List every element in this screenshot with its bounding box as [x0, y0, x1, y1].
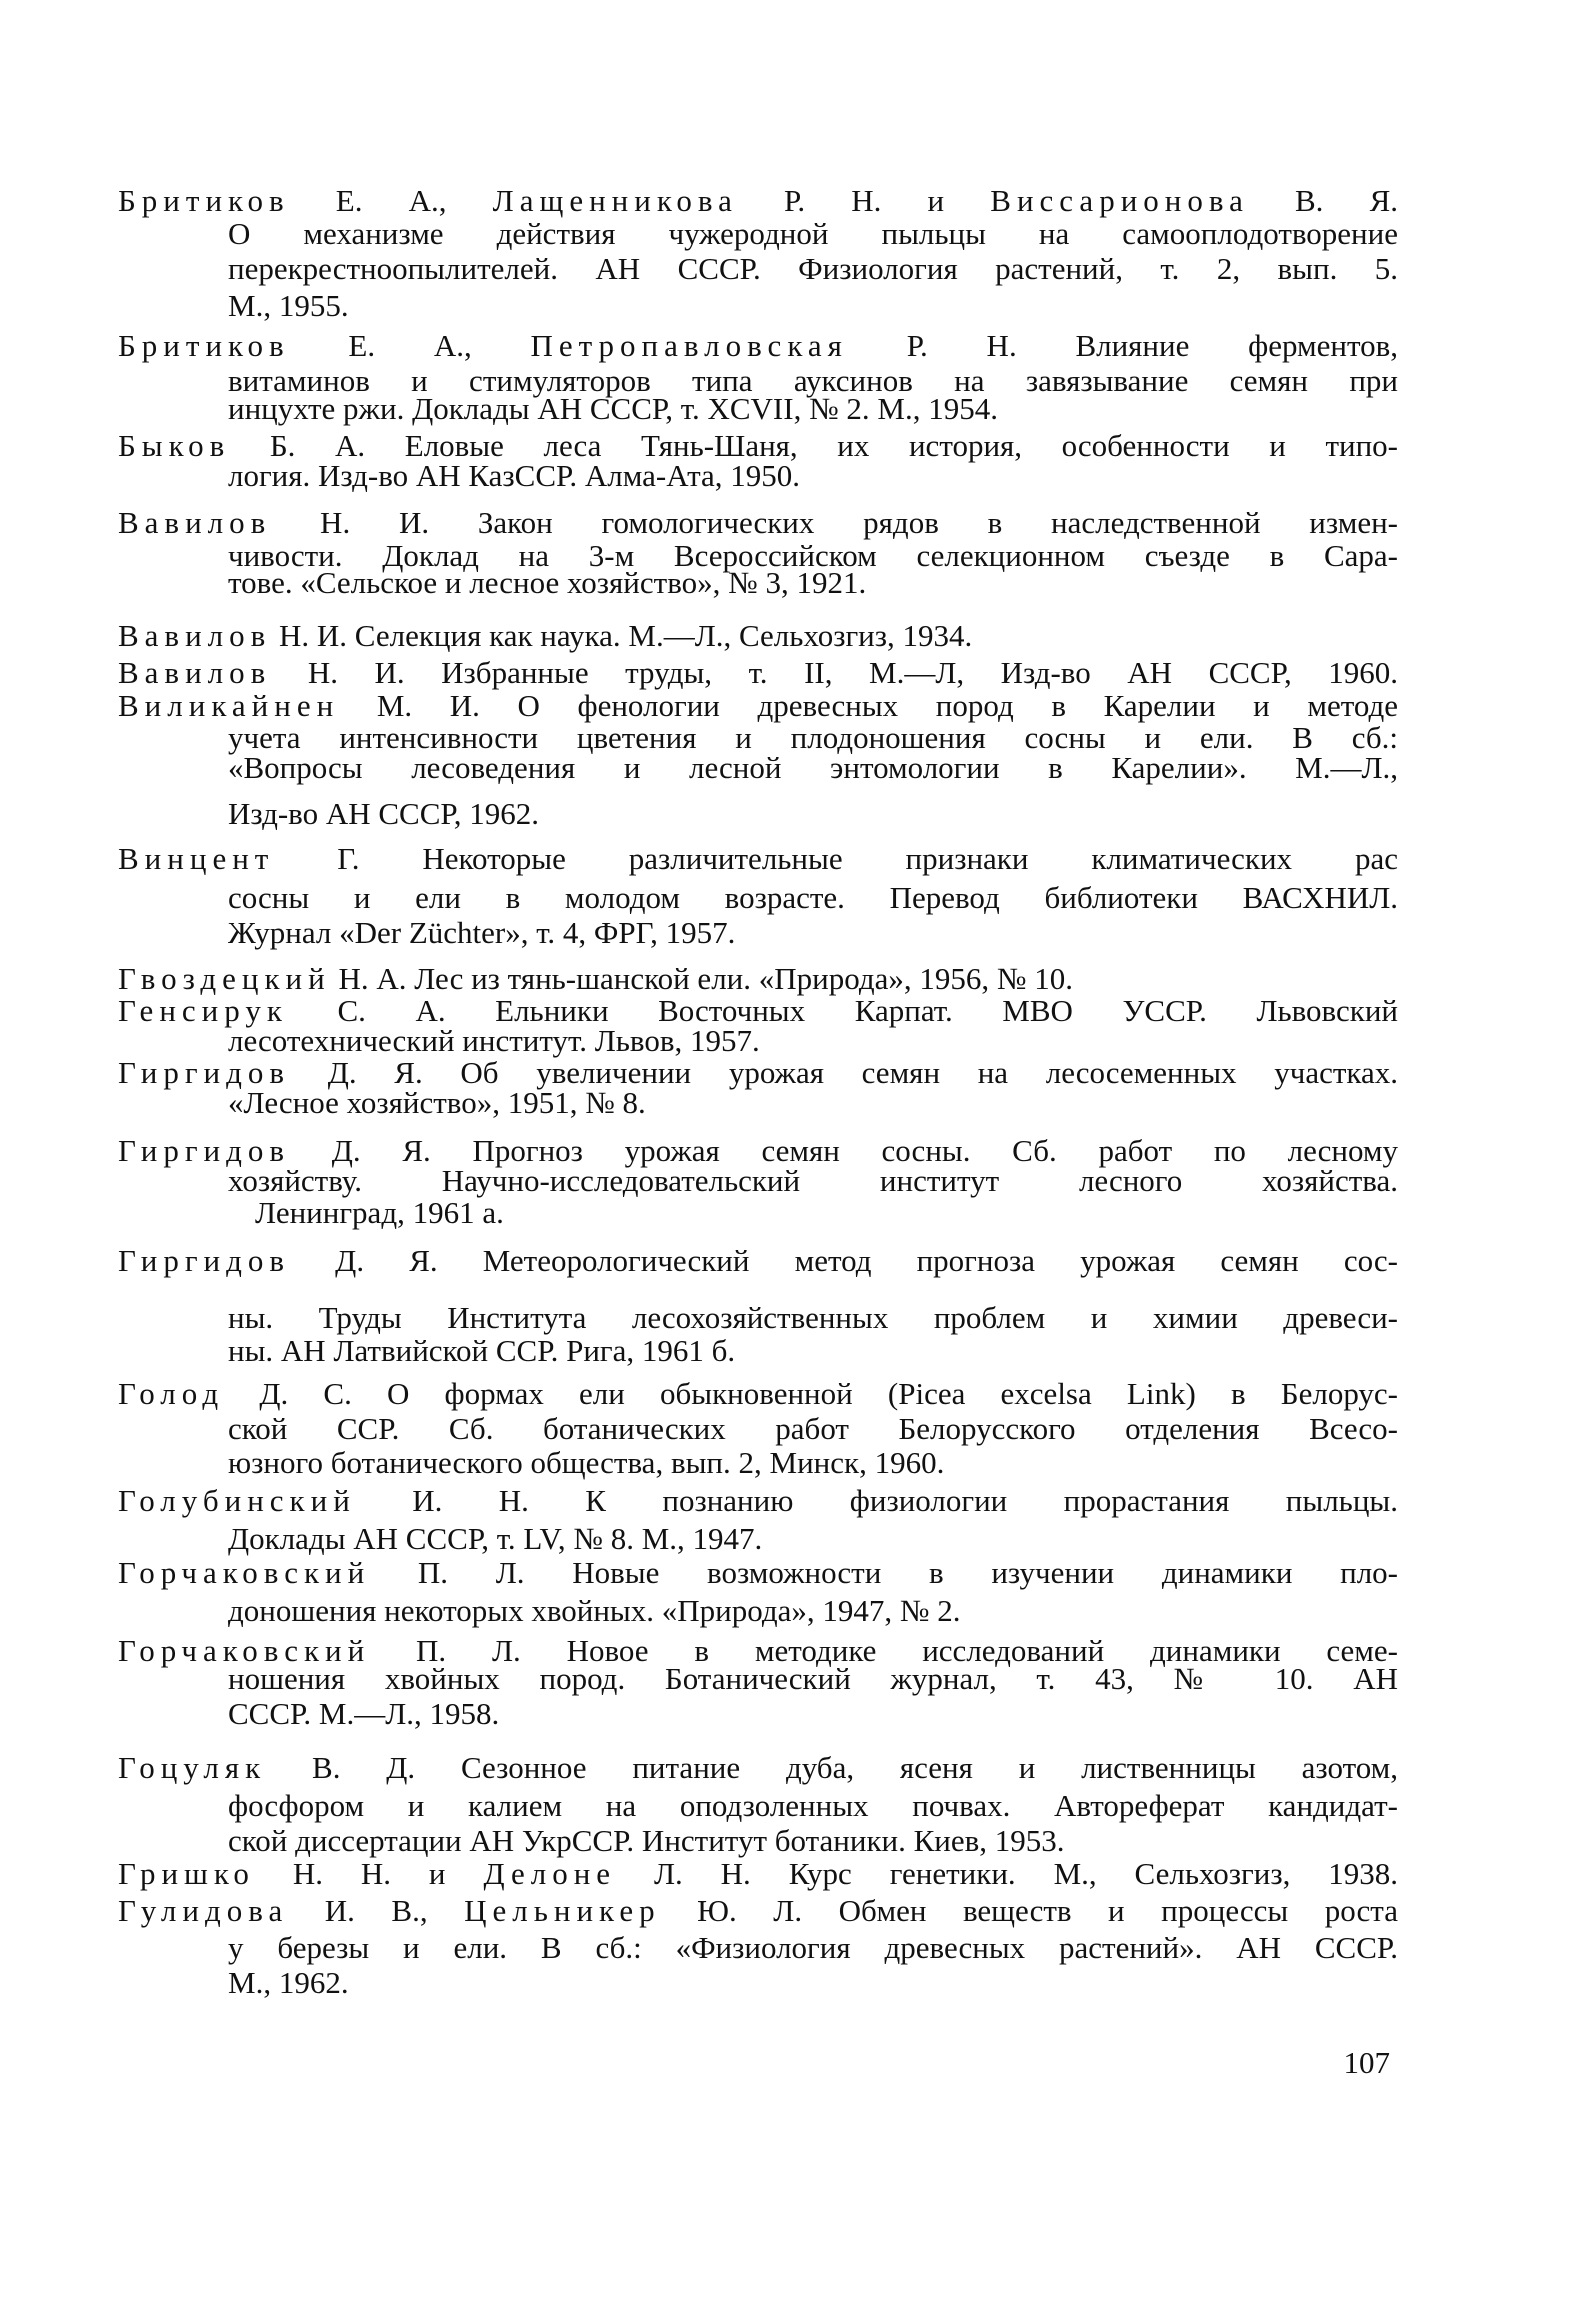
citation-text: СССР. М.—Л., 1958. — [228, 1696, 500, 1731]
entry-continuation-line — [228, 1594, 1398, 1628]
citation-text: Н. И. Закон гомологических рядов в наследственной измен- — [271, 506, 1398, 540]
entry-first-line — [118, 1134, 1398, 1168]
entry-first-line — [118, 689, 1398, 723]
author-name: Гиргидов — [118, 1244, 291, 1278]
citation-text: ской диссертации АН УкрССР. Институт ботаники. Киев, 1953. — [228, 1823, 1065, 1858]
citation-text: сосны и ели в молодом возрасте. Перевод библиотеки ВАСХНИЛ. — [228, 881, 1398, 915]
citation-text: учета интенсивности цветения и плодоношения сосны и ели. В сб.: — [228, 721, 1398, 755]
entry-first-line — [118, 1244, 1398, 1278]
entry-continuation-line — [228, 721, 1398, 755]
citation-text: хозяйству. Научно-исследовательский институт лесного хозяйства. — [228, 1164, 1398, 1198]
entry-continuation-line — [228, 392, 1398, 426]
entry-continuation-line — [228, 217, 1398, 251]
citation-text: Н. И. Селекция как наука. М.—Л., Сельхозгиз, 1934. — [271, 618, 973, 653]
entry-continuation-line — [228, 797, 1398, 831]
author-name: Лащенникова — [492, 184, 738, 218]
citation-text: Р. Н. и — [737, 184, 991, 218]
entry-first-line — [118, 1857, 1398, 1891]
entry-continuation-line — [228, 566, 1398, 600]
citation-text: Д. Я. Прогноз урожая семян сосны. Сб. работ по лесному — [290, 1134, 1398, 1168]
entry-continuation-line — [228, 1024, 1398, 1058]
citation-text: лесотехнический институт. Львов, 1957. — [228, 1023, 760, 1058]
entry-first-line — [118, 619, 1398, 653]
citation-text: М., 1962. — [228, 1965, 349, 2000]
citation-text: «Лесное хозяйство», 1951, № 8. — [228, 1085, 646, 1120]
citation-text: Г. Некоторые различительные признаки климатических рас — [274, 842, 1398, 876]
entry-continuation-line — [228, 459, 1398, 493]
citation-text: ны. Труды Института лесохозяйственных проблем и химии древеси- — [228, 1301, 1398, 1335]
citation-text: В. Д. Сезонное питание дуба, ясеня и лиственницы азотом, — [266, 1751, 1398, 1785]
entry-continuation-line — [228, 1931, 1398, 1965]
entry-continuation-line — [228, 1522, 1398, 1556]
citation-text: ношения хвойных пород. Ботанический журнал, т. 43, № 10. АН — [228, 1662, 1398, 1696]
citation-text: Р. Н. Влияние ферментов, — [847, 329, 1398, 363]
entry-first-line — [118, 962, 1398, 996]
entry-continuation-line — [228, 252, 1398, 286]
entry-continuation-line — [228, 1164, 1398, 1198]
citation-text: Н. Н. и — [254, 1857, 484, 1891]
citation-text: И. В., — [288, 1894, 465, 1928]
author-name: Гиргидов — [118, 1056, 291, 1090]
entry-continuation-line — [228, 1824, 1398, 1858]
citation-text: Е. А., — [289, 329, 531, 363]
citation-text: ской ССР. Сб. ботанических работ Белорусского отделения Всесо- — [228, 1412, 1398, 1446]
citation-text: юзного ботанического общества, вып. 2, Минск, 1960. — [228, 1445, 945, 1480]
citation-text: Н. И. Избранные труды, т. II, М.—Л, Изд-во АН СССР, 1960. — [271, 656, 1398, 690]
author-name: Вавилов — [118, 656, 272, 690]
citation-text: Б. А. Еловые леса Тянь-Шаня, их история, особенности и типо- — [230, 429, 1398, 463]
citation-text: Е. А., — [289, 184, 493, 218]
author-name: Делоне — [483, 1857, 617, 1891]
entry-continuation-line — [228, 1789, 1398, 1823]
citation-text: доношения некоторых хвойных. «Природа», 1947, № 2. — [228, 1593, 961, 1628]
author-name: Вавилов — [118, 618, 272, 653]
author-name: Гвоздецкий — [118, 961, 331, 996]
author-name: Голубинский — [118, 1484, 356, 1518]
entry-continuation-line — [228, 881, 1398, 915]
author-name: Вавилов — [118, 506, 272, 540]
entry-continuation-line — [228, 1334, 1398, 1368]
citation-text: тове. «Сельское и лесное хозяйство», № 3, 1921. — [228, 565, 867, 600]
citation-text: С. А. Ельники Восточных Карпат. МВО УССР. Львовский — [287, 994, 1398, 1028]
citation-text: Д. Я. Об увеличении урожая семян на лесосеменных участках. — [290, 1056, 1398, 1090]
citation-text: инцухте ржи. Доклады АН СССР, т. XCVII, № 2. М., 1954. — [228, 391, 998, 426]
entry-first-line — [118, 656, 1398, 690]
author-name: Виликайнен — [118, 689, 340, 723]
entry-continuation-line — [228, 1412, 1398, 1446]
entry-continuation-line — [255, 1196, 1398, 1230]
author-name: Виссарионова — [990, 184, 1249, 218]
entry-first-line — [118, 1894, 1398, 1928]
citation-text: И. Н. К познанию физиологии прорастания пыльцы. — [355, 1484, 1398, 1518]
entry-first-line — [118, 1751, 1398, 1785]
citation-text: М., 1955. — [228, 288, 349, 323]
entry-continuation-line — [228, 1086, 1398, 1120]
citation-text: Журнал «Der Züchter», т. 4, ФРГ, 1957. — [228, 915, 736, 950]
author-name: Гулидова — [118, 1894, 289, 1928]
entry-first-line — [118, 1484, 1398, 1518]
citation-text: Н. А. Лес из тянь-шанской ели. «Природа», 1956, № 10. — [330, 961, 1073, 996]
entry-first-line — [118, 329, 1398, 363]
author-name: Петропавловская — [530, 329, 848, 363]
author-name: Бритиков — [118, 329, 290, 363]
citation-text: логия. Изд-во АН КазССР. Алма-Ата, 1950. — [228, 458, 801, 493]
entry-first-line — [118, 184, 1398, 218]
entry-continuation-line — [228, 916, 1398, 950]
entry-continuation-line — [228, 289, 1398, 323]
citation-text: Л. Н. Курс генетики. М., Сельхозгиз, 1938. — [616, 1857, 1398, 1891]
entry-first-line — [118, 506, 1398, 540]
entry-continuation-line — [228, 1662, 1398, 1696]
citation-text: фосфором и калием на оподзоленных почвах. Автореферат кандидат- — [228, 1789, 1398, 1823]
citation-text: у березы и ели. В сб.: «Физиология древесных растений». АН СССР. — [228, 1931, 1398, 1965]
citation-text: Изд-во АН СССР, 1962. — [228, 796, 540, 831]
citation-text: витаминов и стимуляторов типа ауксинов на завязывание семян при — [228, 364, 1398, 398]
author-name: Голод — [118, 1377, 225, 1411]
citation-text: Ю. Л. Обмен веществ и процессы роста — [660, 1894, 1398, 1928]
entry-continuation-line — [228, 1697, 1398, 1731]
page-number: 107 — [1343, 2045, 1390, 2080]
citation-text: П. Л. Новое в методике исследований динамики семе- — [370, 1634, 1398, 1668]
entry-first-line — [118, 1556, 1398, 1590]
citation-text: О механизме действия чужеродной пыльцы на самооплодотворение — [228, 217, 1398, 251]
citation-text: перекрестноопылителей. АН СССР. Физиология растений, т. 2, вып. 5. — [228, 252, 1398, 286]
author-name: Генсирук — [118, 994, 288, 1028]
entry-continuation-line — [228, 1301, 1398, 1335]
author-name: Гоцуляк — [118, 1751, 267, 1785]
author-name: Быков — [118, 429, 231, 463]
citation-text: Д. Я. Метеорологический метод прогноза урожая семян сос- — [290, 1244, 1398, 1278]
citation-text: В. Я. — [1248, 184, 1398, 218]
entry-first-line — [118, 842, 1398, 876]
entry-continuation-line — [228, 1446, 1398, 1480]
citation-text: чивости. Доклад на 3-м Всероссийском селекционном съезде в Сара- — [228, 539, 1398, 573]
entry-first-line — [118, 1377, 1398, 1411]
entry-continuation-line — [228, 1966, 1398, 2000]
author-name: Горчаковский — [118, 1634, 371, 1668]
entry-continuation-line — [228, 751, 1398, 785]
author-name: Гиргидов — [118, 1134, 291, 1168]
author-name: Винцент — [118, 842, 275, 876]
author-name: Цельникер — [464, 1894, 661, 1928]
citation-text: Доклады АН СССР, т. LV, № 8. М., 1947. — [228, 1521, 763, 1556]
citation-text: Ленинград, 1961 а. — [255, 1195, 504, 1230]
citation-text: ны. АН Латвийской ССР. Рига, 1961 б. — [228, 1333, 736, 1368]
author-name: Гришко — [118, 1857, 255, 1891]
citation-text: П. Л. Новые возможности в изучении динамики пло- — [370, 1556, 1398, 1590]
citation-text: «Вопросы лесоведения и лесной энтомологии в Карелии». М.—Л., — [228, 751, 1398, 785]
author-name: Бритиков — [118, 184, 290, 218]
citation-text: М. И. О фенологии древесных пород в Карелии и методе — [339, 689, 1398, 723]
citation-text: Д. С. О формах ели обыкновенной (Picea excelsa Link) в Белорус- — [224, 1377, 1398, 1411]
author-name: Горчаковский — [118, 1556, 371, 1590]
